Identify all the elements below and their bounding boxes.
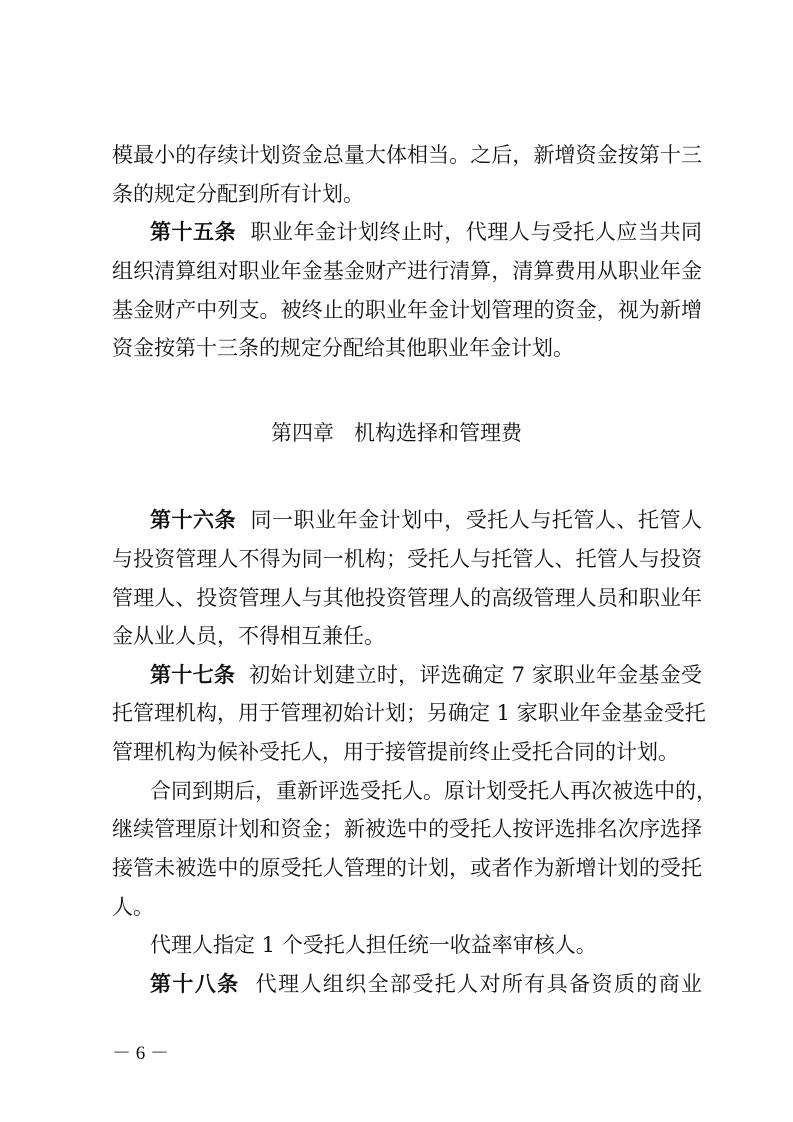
paragraph-line: 管理机构为候补受托人，用于接管提前终止受托合同的计划。	[112, 740, 679, 764]
paragraph-line: 接管未被选中的原受托人管理的计划，或者作为新增计划的受托	[112, 856, 702, 880]
chapter-number: 第四章	[270, 421, 334, 445]
article-text: 同一职业年金计划中，受托人与托管人、托管人	[250, 508, 703, 532]
article-text: 初始计划建立时，评选确定 7 家职业年金基金受	[249, 663, 702, 687]
paragraph-line: 人。	[112, 895, 154, 919]
paragraph-line: 托管理机构，用于管理初始计划；另确定 1 家职业年金基金受托	[112, 701, 706, 725]
paragraph-line: 合同到期后，重新评选受托人。原计划受托人再次被选中的，	[150, 779, 717, 803]
paragraph-line: 条的规定分配到所有计划。	[112, 182, 364, 206]
paragraph-line: 代理人指定 1 个受托人担任统一收益率审核人。	[150, 933, 597, 957]
paragraph-line: 基金财产中列支。被终止的职业年金计划管理的资金，视为新增	[112, 298, 702, 322]
paragraph-line: 组织清算组对职业年金基金财产进行清算，清算费用从职业年金	[112, 259, 702, 283]
article-15-first-line	[150, 217, 702, 247]
article-17-first-line	[150, 660, 702, 690]
page-number: － 6 －	[112, 1043, 170, 1064]
article-16-first-line	[150, 505, 702, 535]
chapter-heading	[0, 418, 793, 448]
chapter-title: 机构选择和管理费	[354, 421, 523, 445]
article-text: 代理人组织全部受托人对所有具备资质的商业	[255, 972, 702, 996]
paragraph-line: 模最小的存续计划资金总量大体相当。之后，新增资金按第十三	[112, 143, 702, 167]
paragraph-line: 金从业人员，不得相互兼任。	[112, 624, 385, 648]
article-label: 第十五条	[150, 220, 237, 244]
paragraph-line: 继续管理原计划和资金；新被选中的受托人按评选排名次序选择	[112, 817, 702, 841]
paragraph-line: 与投资管理人不得为同一机构；受托人与托管人、托管人与投资	[112, 547, 702, 571]
article-text: 职业年金计划终止时，代理人与受托人应当共同	[250, 220, 703, 244]
article-label: 第十七条	[150, 663, 236, 687]
paragraph-line: 管理人、投资管理人与其他投资管理人的高级管理人员和职业年	[112, 586, 702, 610]
article-label: 第十八条	[150, 972, 240, 996]
paragraph-line: 资金按第十三条的规定分配给其他职业年金计划。	[112, 336, 574, 360]
article-18-first-line	[150, 969, 702, 999]
article-label: 第十六条	[150, 508, 237, 532]
